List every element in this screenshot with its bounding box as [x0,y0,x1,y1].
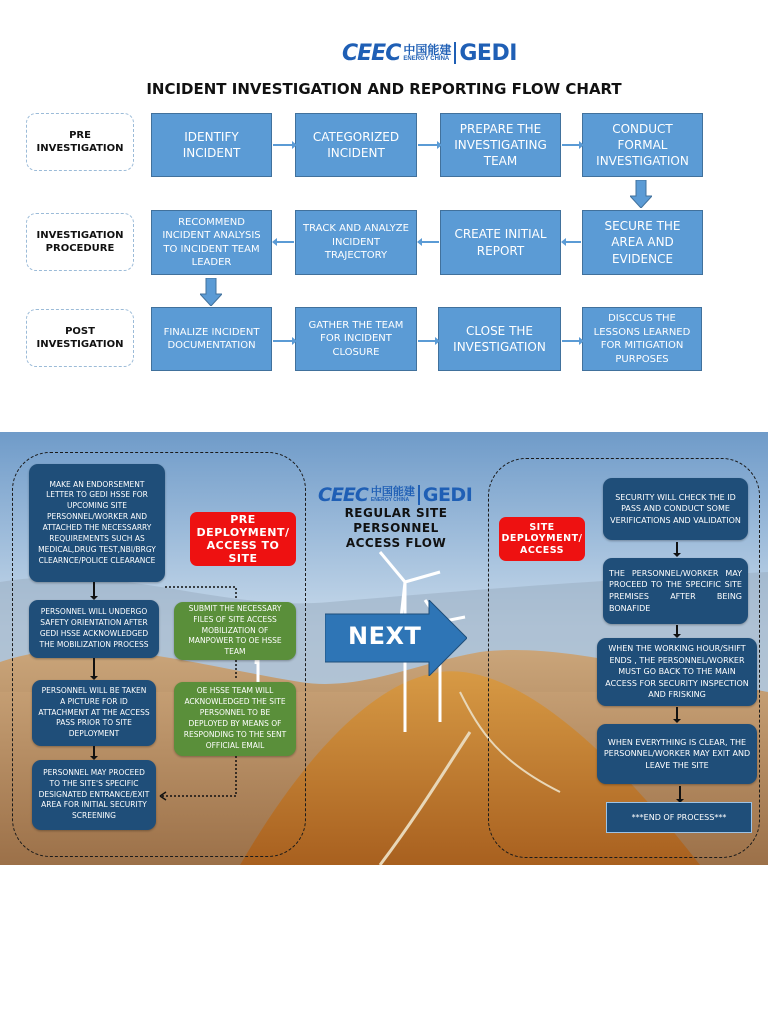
arrow-r3-3 [562,340,580,342]
step-track-analyze: TRACK AND ANALYZE INCIDENT TRAJECTORY [295,210,417,275]
left-step-2: PERSONNEL WILL UNDERGO SAFETY ORIENTATION AFTER GEDI HSSE ACKNOWLEDGED THE MOBILIZATION PROCESS [29,600,159,658]
arrow-r1-2 [418,144,438,146]
step-categorized-incident: CATEGORIZED INCIDENT [295,113,417,177]
step-prepare-team: PREPARE THE INVESTIGATING TEAM [440,113,561,177]
step-identify-incident: IDENTIFY INCIDENT [151,113,272,177]
phase-investigation-procedure: INVESTIGATION PROCEDURE [26,213,134,271]
green-step-2: OE HSSE TEAM WILL ACKNOWLEDGED THE SITE PERSONNEL TO BE DEPLOYED BY MEANS OF RESPONDING TO THE SENT OFFICIAL EMAIL [174,682,296,756]
arrow-right-1 [676,542,678,554]
right-step-2: THE PERSONNEL/WORKER MAY PROCEED TO THE SPECIFIC SITE PREMISES AFTER BEING BONAFIDE [603,558,748,624]
step-conduct-investigation: CONDUCT FORMAL INVESTIGATION [582,113,703,177]
site-deployment-tag: SITE DEPLOYMENT/ ACCESS [499,517,585,561]
arrow-right-4 [679,786,681,800]
phase-pre-investigation: PRE INVESTIGATION [26,113,134,171]
arrow-right-3 [676,707,678,720]
phase-post-investigation: POST INVESTIGATION [26,309,134,367]
banner-logo-english: ENERGY CHINA [370,497,410,503]
banner-logo-mark: CEEC [318,484,368,506]
company-logo [342,40,517,66]
step-close-investigation: CLOSE THE INVESTIGATION [438,307,561,371]
logo-mark: CEEC [342,40,401,66]
banner-logo-chinese: 中国能建 [370,486,415,498]
left-step-3: PERSONNEL WILL BE TAKEN A PICTURE FOR ID ATTACHMENT AT THE ACCESS PASS PRIOR TO SITE DEPLOYMENT [32,680,156,746]
access-flow-title: REGULAR SITE PERSONNEL ACCESS FLOW [344,506,448,550]
step-create-report: CREATE INITIAL REPORT [440,210,561,275]
dotted-connectors [0,432,320,865]
arrow-r1-1 [273,144,293,146]
right-step-4: WHEN EVERYTHING IS CLEAR, THE PERSONNEL/WORKER MAY EXIT AND LEAVE THE SITE [597,724,757,784]
left-step-4: PERSONNEL MAY PROCEED TO THE SITE'S SPECIFIC DESIGNATED ENTRANCE/EXIT AREA FOR INITIAL SECURITY SCREENING [32,760,156,830]
arrow-r2-3 [565,241,581,243]
step-secure-area: SECURE THE AREA AND EVIDENCE [582,210,703,275]
right-step-1: SECURITY WILL CHECK THE ID PASS AND CONDUCT SOME VERIFICATIONS AND VALIDATION [603,478,748,540]
banner-logo-divider [418,485,420,505]
next-label: NEXT [348,622,422,650]
arrow-r2-2 [421,241,439,243]
pre-deployment-tag: PRE DEPLOYMENT/ ACCESS TO SITE [190,512,296,566]
step-discuss-lessons: DISCCUS THE LESSONS LEARNED FOR MITIGATION PURPOSES [582,307,702,371]
arrow-r2-1 [276,241,294,243]
left-step-1: MAKE AN ENDORSEMENT LETTER TO GEDI HSSE FOR UPCOMING SITE PERSONNEL/WORKER AND ATTACHED THE NECESSARRY REQUIREMENTS SUCH AS MEDICAL,DRUG TEST,NBI/BRGY CLEARNCE/POLICE CLEARANCE [29,464,165,582]
right-step-3: WHEN THE WORKING HOUR/SHIFT ENDS , THE PERSONNEL/WORKER MUST GO BACK TO THE MAIN ACCESS FOR SECURITY INSPECTION AND FRISKING [597,638,757,706]
banner-logo [318,484,472,506]
flowchart-title: INCIDENT INVESTIGATION AND REPORTING FLOW CHART [146,80,622,98]
arrow-right-2 [676,625,678,635]
access-flow-banner [0,432,768,865]
arrow-down-right [630,180,652,208]
banner-logo-partner: GEDI [422,484,473,506]
end-of-process: ***END OF PROCESS*** [606,802,752,833]
arrow-r3-1 [273,340,293,342]
logo-english-text: ENERGY CHINA [403,56,450,62]
logo-chinese-text: 中国能建 [403,43,452,57]
logo-partner: GEDI [459,40,517,66]
step-gather-team: GATHER THE TEAM FOR INCIDENT CLOSURE [295,307,417,371]
green-step-1: SUBMIT THE NECESSARY FILES OF SITE ACCESS MOBILIZATION OF MANPOWER TO OE HSSE TEAM [174,602,296,660]
arrow-down-left [200,278,222,306]
arrow-r3-2 [418,340,436,342]
arrow-r1-3 [562,144,580,146]
step-recommend-analysis: RECOMMEND INCIDENT ANALYSIS TO INCIDENT TEAM LEADER [151,210,272,275]
step-finalize-documentation: FINALIZE INCIDENT DOCUMENTATION [151,307,272,371]
logo-divider [454,42,456,64]
